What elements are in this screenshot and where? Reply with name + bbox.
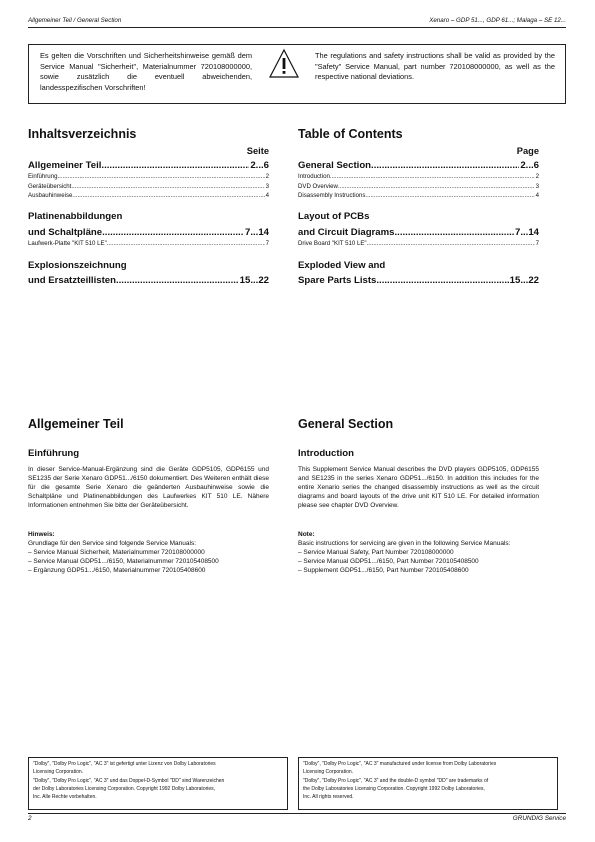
- footer-brand: GRUNDIG Service: [512, 815, 566, 822]
- section-de-note-heading: Hinweis:: [28, 531, 55, 538]
- toc-de-title: Inhaltsverzeichnis: [28, 127, 137, 141]
- list-item: – Service Manual GDP51.../6150, Part Number 720105408500: [298, 557, 479, 565]
- list-item: – Supplement GDP51.../6150, Part Number 720105408600: [298, 566, 469, 574]
- toc-en-page-label: Page: [516, 146, 539, 156]
- running-header-left: Allgemeiner Teil / General Section: [28, 17, 122, 24]
- legal-text-en: "Dolby", "Dolby Pro Logic", "AC 3" manufactured under license from Dolby Laboratories Licensing Corporation. "Dolby", "Dolby Pro Logic", "AC 3" and the double-D symbol "DD" are trademarks of the Dolby Laboratories Licensing Corporation. Copyright 1992 Dolby Laboratories, Inc. All rights reserved.: [303, 761, 497, 801]
- section-de-title: Allgemeiner Teil: [28, 417, 124, 431]
- toc-en-entry-layout[interactable]: and Circuit Diagrams ..... 7...14: [298, 226, 539, 239]
- list-item: – Service Manual Sicherheit, Materialnummer 720108000000: [28, 548, 205, 556]
- section-de-paragraph: In dieser Service-Manual-Ergänzung sind die Geräte GDP5105, GDP6155 und SE1235 der Serie Xenaro GDP51.../6150 dokumentiert. Des Weiteren enthält diese für die gesamte Serie Xenaro die geänderten Ausbauhinweise sowie die Schaltpläne und Platinenabbildungen des Laufwerkes KIT 510 LE. Nähere Informationen entnehmen Sie bitte der Geräteübersicht.: [28, 466, 269, 509]
- running-header-right: Xenaro – GDP 51..., GDP 61...; Malaga – SE 12...: [429, 17, 566, 24]
- section-en-note-intro: Basic instructions for servicing are given in the following Service Manuals:: [298, 540, 511, 547]
- toc-de-item-einfuehrung[interactable]: Einführung ..... 2: [28, 172, 269, 181]
- toc-de-item-laufwerk[interactable]: Laufwerk-Platte "KIT 510 LE" ..... 7: [28, 239, 269, 248]
- list-item: – Service Manual Safety, Part Number 720108000000: [298, 548, 454, 556]
- safety-notice-de: Es gelten die Vorschriften und Sicherheitshinweise gemäß dem Service Manual "Sicherheit", Materialnummer 720108000000, sowie zusätzlich die eventuell abweichenden, landesspezifischen Vorschriften!: [40, 51, 252, 92]
- section-de-note-list: [28, 540, 269, 576]
- section-de-note-intro: Grundlage für den Service sind folgende Service Manuals:: [28, 540, 197, 547]
- list-item: – Service Manual GDP51.../6150, Materialnummer 720105408500: [28, 557, 219, 565]
- toc-en-entry-exploded-line1[interactable]: Exploded View and: [298, 260, 386, 271]
- legal-text-de: "Dolby", "Dolby Pro Logic", "AC 3" ist gefertigt unter Lizenz von Dolby Laboratories Licensing Corporation. "Dolby", "Dolby Pro Logic", "AC 3" und das Doppel-D-Symbol "DD" sind Warenzeichen der Dolby Laboratories Licensing Corporation. Copyright 1992 Dolby Laboratories, Inc. Alle Rechte vorbehalten.: [33, 761, 225, 801]
- section-de-subtitle: Einführung: [28, 448, 80, 459]
- warning-triangle-icon: [268, 48, 300, 80]
- toc-de-entry-explosion-line1[interactable]: Explosionszeichnung: [28, 260, 127, 271]
- toc-en-entry-layout-line1[interactable]: Layout of PCBs: [298, 211, 370, 222]
- section-en-paragraph: This Supplement Service Manual describes the DVD players GDP5105, GDP6155 and SE1235 in the series Xenaro GDP51.../6150. In addition this includes for the entire Xenario series the changed disassembly instructions as well as the circuit diagrams and board layouts of the drive unit KIT 510 LE. For detailed information please see chapter DVD Overview.: [298, 466, 539, 509]
- toc-en-entry-general-section[interactable]: General Section ..... 2...6: [298, 159, 539, 172]
- toc-de-entry-platinen-line1[interactable]: Platinenabbildungen: [28, 211, 123, 222]
- toc-de-entry-explosion[interactable]: und Ersatzteillisten ..... 15...22: [28, 274, 269, 287]
- toc-en-entry-exploded[interactable]: Spare Parts Lists ..... 15...22: [298, 274, 539, 287]
- toc-en-item-introduction[interactable]: Introduction ..... 2: [298, 172, 539, 181]
- list-item: – Ergänzung GDP51.../6150, Materialnummer 720105408600: [28, 566, 206, 574]
- toc-de-item-geraeteuebersicht[interactable]: Geräteübersicht ..... 3: [28, 182, 269, 191]
- toc-de-entry-platinen[interactable]: und Schaltpläne ..... 7...14: [28, 226, 269, 239]
- toc-de-item-ausbauhinweise[interactable]: Ausbauhinweise ..... 4: [28, 191, 269, 200]
- toc-en-item-disassembly[interactable]: Disassembly Instructions ..... 4: [298, 191, 539, 200]
- page-number: 2: [28, 815, 32, 822]
- toc-de-page-label: Seite: [246, 146, 269, 156]
- section-en-note-list: [298, 540, 539, 576]
- safety-notice-en: The regulations and safety instructions shall be valid as provided by the "Safety" Service Manual, part number 720108000000, as well as the respective national deviations.: [315, 51, 555, 82]
- toc-en-item-drive-board[interactable]: Drive Board "KIT 510 LE" ..... 7: [298, 239, 539, 248]
- toc-de-entry-allgemeiner-teil[interactable]: Allgemeiner Teil ..... 2...6: [28, 159, 269, 172]
- header-rule: [28, 27, 566, 28]
- section-en-note-heading: Note:: [298, 531, 315, 538]
- section-en-subtitle: Introduction: [298, 448, 354, 459]
- toc-en-item-dvd-overview[interactable]: DVD Overview ..... 3: [298, 182, 539, 191]
- toc-en-title: Table of Contents: [298, 127, 403, 141]
- section-en-title: General Section: [298, 417, 394, 431]
- footer-rule: [28, 813, 566, 814]
